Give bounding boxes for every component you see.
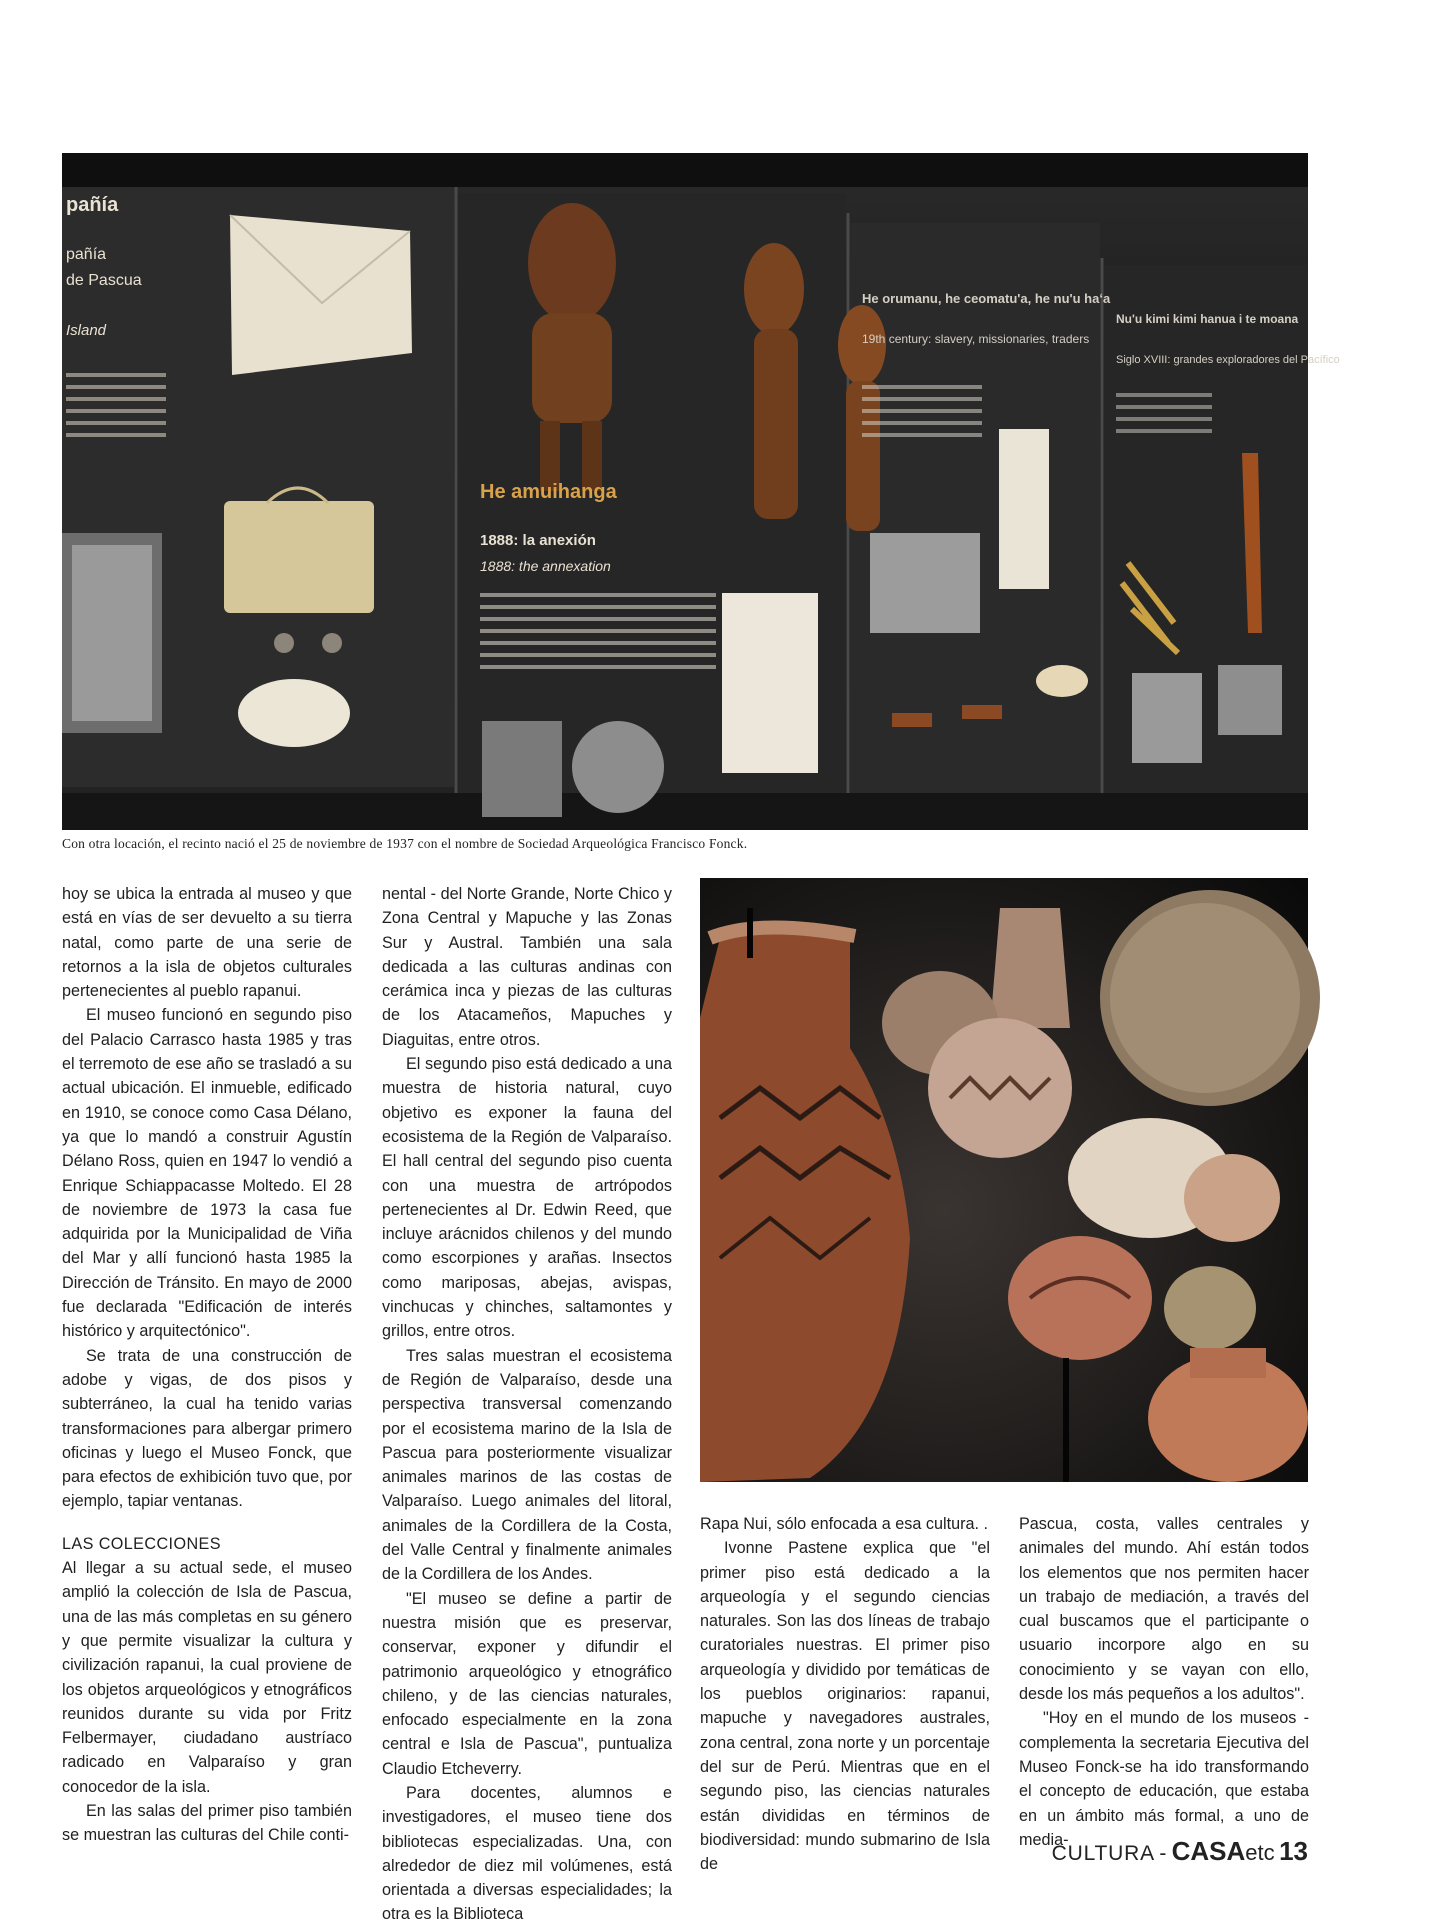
article-column-4 [1019,1512,1309,1852]
paragraph: hoy se ubica la entrada al museo y que está en vías de ser devuelto a su tierra natal, como parte de una serie de retornos a la isla de objetos culturales pertenecientes al pueblo rapanui. [62,885,352,1001]
paragraph: "Hoy en el mundo de los museos -complementa la secretaria Ejecutiva del Museo Fonck-se ha ido transformando el concepto de educación, que estaba en un ámbito más formal, a uno de media- [1019,1709,1309,1849]
pottery-photo [700,878,1308,1482]
paragraph: "El museo se define a partir de nuestra misión que es preservar, conservar, exponer y difundir el patrimonio arqueológico y etnográfico chileno, y de las ciencias naturales, enfocado especialmente en la zona central e Isla de Pascua", puntualiza Claudio Etcheverry. [382,1589,672,1778]
svg-text:de Pascua: de Pascua [66,272,142,289]
museum-display-photo [62,153,1340,830]
svg-text:1888: the annexation: 1888: the annexation [480,558,611,574]
paragraph: Pascua, costa, valles centrales y animales del mundo. Ahí están todos los elementos que nos permiten hacer un trabajo de mediación, a través del cual buscamos que el participante o usuario incorpore algo en su conocimiento y se vayan con ello, desde los más pequeños a los adultos". [1019,1515,1309,1704]
paragraph: Se trata de una construcción de adobe y vigas, de dos pisos y subterráneo, la cual ha tenido varias transformaciones para albergar primero oficinas y luego el Museo Fonck, que para efectos de exhibición tuvo que, por ejemplo, tapiar ventanas. [62,1346,352,1511]
article-column-2 [382,882,672,1927]
paragraph: El segundo piso está dedicado a una muestra de historia natural, cuyo objetivo es exponer la fauna del ecosistema de la Región de Valparaíso. El hall central del segundo piso cuenta con una muestra de artrópodos pertenecientes al Dr. Edwin Reed, que incluye arácnidos chilenos y del mundo como escorpiones y arañas. Insectos como mariposas, abejas, avispas, vinchucas y chinches, saltamontes y grillos, entre otros. [382,1055,672,1341]
magazine-brand-suffix: etc [1245,1840,1275,1865]
paragraph: nental - del Norte Grande, Norte Chico y Zona Central y Mapuche y las Zonas Sur y Austral. También una sala dedicada a las culturas andinas con cerámica inca y piezas de las culturas de los Atacameños, Mapuches y Diaguitas, entre otros. [382,885,672,1049]
svg-text:1888: la anexión: 1888: la anexión [480,532,596,549]
paragraph: Tres salas muestran el ecosistema de Región de Valparaíso, desde una perspectiva transversal comenzando por el ecosistema marino de la Isla de Pascua para posteriormente visualizar animales marinos de las costas de Valparaíso. Luego animales del litoral, animales de la Cordillera de la Costa, del Valle Central y finalmente animales de la Cordillera de los Andes. [382,1346,672,1584]
svg-text:Island: Island [66,322,107,339]
folio-dash: - [1159,1842,1168,1865]
page-folio [1052,1836,1308,1867]
pottery-illustration [700,878,1308,1482]
svg-text:He orumanu, he ceomatu'a, he n: He orumanu, he ceomatu'a, he nu'u haʻa [862,291,1111,306]
photo-caption: Con otra locación, el recinto nació el 25 de noviembre de 1937 con el nombre de Sociedad Arqueológica Francisco Fonck. [62,836,748,851]
svg-text:Nu'u kimi kimi hanua i te moan: Nu'u kimi kimi hanua i te moana [1116,312,1299,326]
svg-text:pañía: pañía [66,246,107,263]
paragraph: Rapa Nui, sólo enfocada a esa cultura. . [700,1515,988,1533]
paragraph: En las salas del primer piso también se muestran las culturas del Chile conti- [62,1801,352,1845]
svg-text:19th century: slavery, mission: 19th century: slavery, missionaries, traders [862,332,1090,346]
svg-text:pañía: pañía [66,194,119,216]
paragraph: Ivonne Pastene explica que "el primer piso está dedicado a la arqueología y el segundo ciencias naturales. Son las dos líneas de trabajo curatoriales nuestras. El primer piso arqueología y dividido por temáticas de los pueblos originarios: rapanui, mapuche y navegadores australes, zona central, zona norte y un porcentaje del sur de Perú. Mientras que en el segundo piso, las ciencias naturales están divididas en términos de biodiversidad: mundo submarino de Isla de [700,1539,990,1874]
paragraph: El museo funcionó en segundo piso del Palacio Carrasco hasta 1985 y tras el terremoto de ese año se trasladó a su actual ubicación. El inmueble, edificado en 1910, se conoce como Casa Délano, ya que lo mandó a construir Agustín Délano Ross, quien en 1947 lo vendió a Enrique Schiappacasse Moltedo. El 28 de noviembre de 1973 la casa fue adquirida por la Municipalidad de Viña del Mar y allí funcionó hasta 1985 la Dirección de Tránsito. En mayo de 2000 fue declarada "Edificación de interés histórico y arquitectónico". [62,1006,352,1341]
article-column-1 [62,882,352,1848]
svg-text:Siglo XVIII: grandes explorado: Siglo XVIII: grandes exploradores del Pacífico [1116,354,1340,366]
magazine-brand: CASA [1171,1836,1246,1866]
section-name: CULTURA [1051,1842,1155,1865]
museum-display-illustration [62,153,1340,830]
article-column-3 [700,1512,990,1876]
paragraph: Para docentes, alumnos e investigadores, el museo tiene dos bibliotecas especializadas. Una, con alrededor de diez mil volúmenes, está orientada a diversas especialidades; la otra es la Biblioteca [382,1783,672,1924]
paragraph: Al llegar a su actual sede, el museo amplió la colección de Isla de Pascua, una de las más completas en su género y que permite visualizar la cultura y civilización rapanui, la cual proviene de los objetos arqueológicos y etnográficos reunidos durante su vida por Fritz Felbermayer, ciudadano austríaco radicado en Valparaíso y gran conocedor de la isla. [62,1559,352,1796]
section-heading: LAS COLECCIONES [62,1534,221,1553]
svg-text:He amuihanga: He amuihanga [480,481,617,503]
page-number: 13 [1279,1836,1308,1866]
